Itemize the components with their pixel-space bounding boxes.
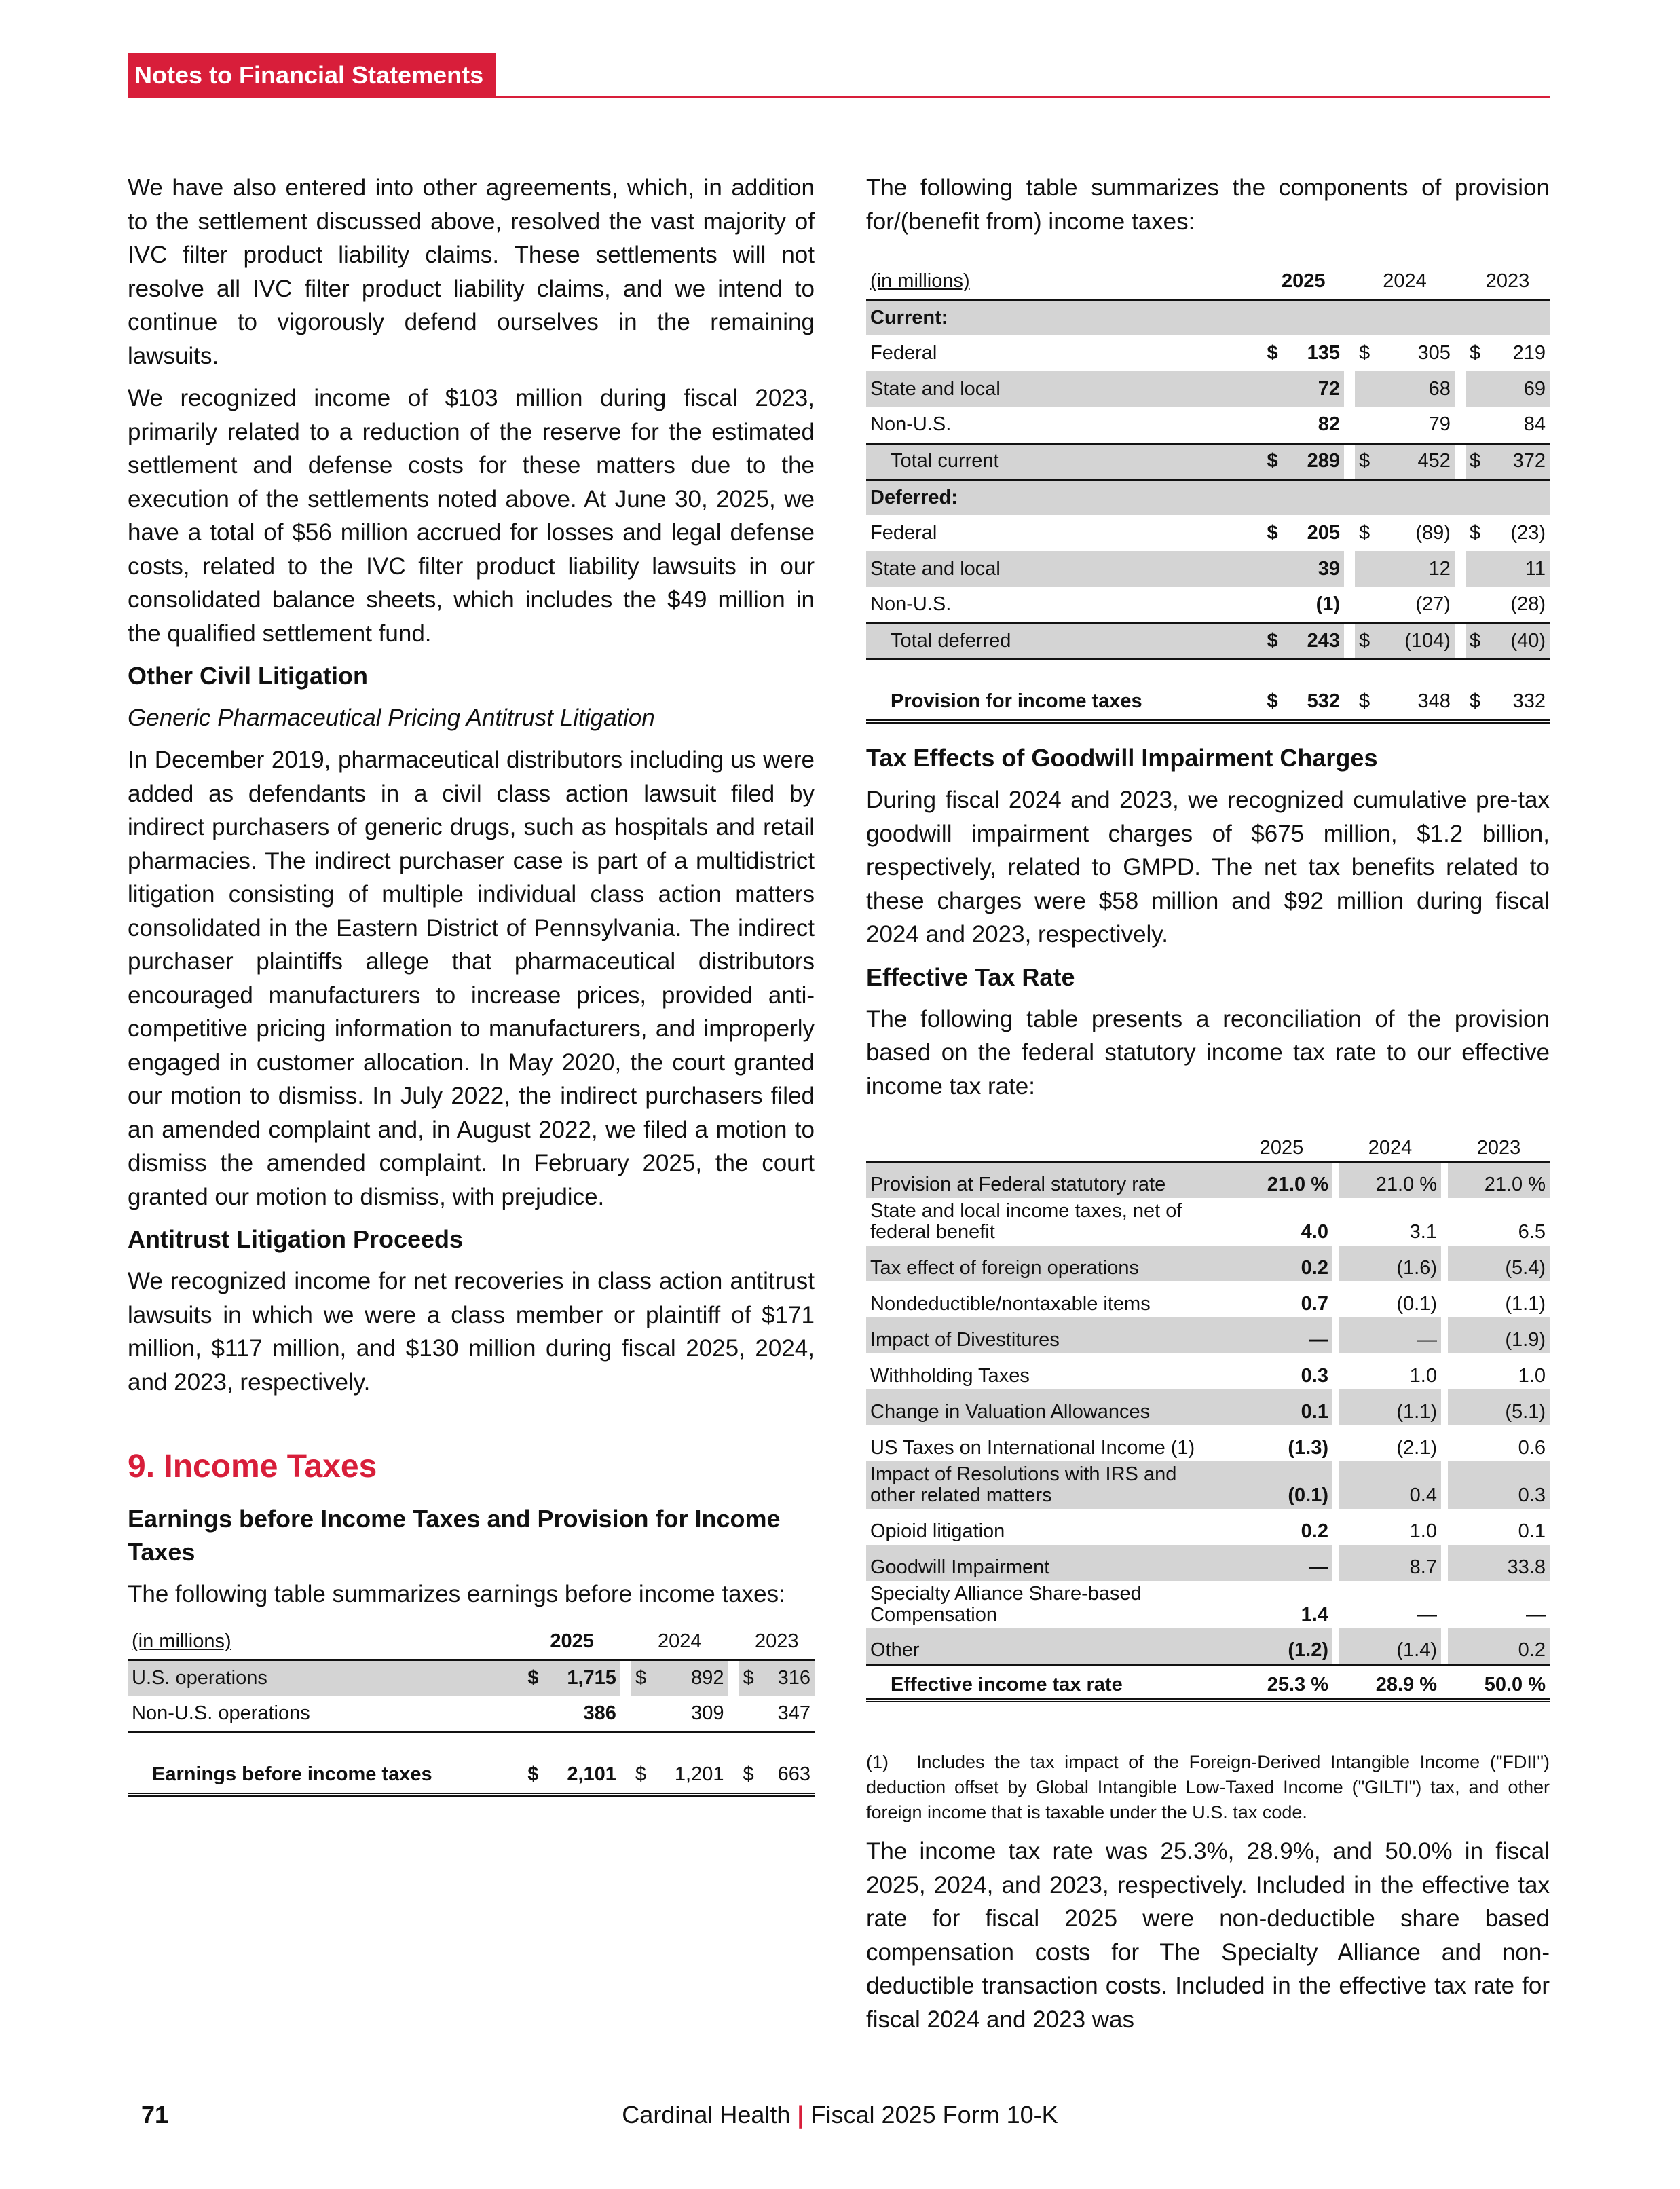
currency-sign <box>631 1696 654 1732</box>
cell-value: (40) <box>1489 623 1550 659</box>
currency-sign <box>1263 371 1286 407</box>
row-label: Earnings before income taxes <box>128 1757 523 1795</box>
currency-sign: $ <box>1359 342 1370 364</box>
row-label: US Taxes on International Income (1) <box>870 1437 1195 1459</box>
footer-doc: Fiscal 2025 Form 10-K <box>810 2101 1058 2129</box>
cell-value: 1.0 <box>1409 1365 1437 1387</box>
cell-value: 2,101 <box>546 1757 620 1795</box>
year-header: 2025 <box>523 1625 620 1660</box>
cell-value: (1.4) <box>1339 1628 1441 1664</box>
row-label: Impact of Divestitures <box>866 1317 1231 1353</box>
cell-value: 0.7 <box>1301 1293 1328 1315</box>
cell-value: 205 <box>1307 522 1341 544</box>
cell-value: 386 <box>583 1702 616 1724</box>
heading-goodwill-tax-effects: Tax Effects of Goodwill Impairment Charges <box>866 744 1378 772</box>
cell-value: 0.4 <box>1339 1461 1441 1509</box>
row-label: Opioid litigation <box>870 1520 1005 1542</box>
currency-sign <box>1466 551 1489 587</box>
cell-value: 219 <box>1512 342 1546 364</box>
year-header: 2024 <box>1339 1126 1441 1162</box>
table-row <box>128 1660 815 1696</box>
paragraph-antitrust-proceeds: We recognized income for net recoveries in class action antitrust lawsuits in which we were a class member or plaintiff of $171 million, $117 million, and $130 million during fiscal 2025, 2024, and 2023, respectively. <box>128 1268 815 1396</box>
cell-value: 1.0 <box>1518 1365 1546 1387</box>
paragraph-effective-rate: The income tax rate was 25.3%, 28.9%, and 50.0% in fiscal 2025, 2024, and 2023, respectively. Included in the effective tax rate for fiscal 2025 were non-deductible share based compensation costs for The Specialty Alliance and non-deductible transaction costs. Included in the effective tax rate for fiscal 2024 and 2023 was <box>866 1838 1550 2033</box>
row-label: Non-U.S. <box>870 413 952 436</box>
cell-value: (2.1) <box>1396 1437 1437 1459</box>
cell-value: 1,201 <box>654 1757 728 1795</box>
table-row <box>866 515 1550 551</box>
table-total-row <box>866 1664 1550 1700</box>
row-label: U.S. operations <box>128 1660 523 1696</box>
currency-sign: $ <box>1267 342 1278 364</box>
heading-earnings-before-taxes: Earnings before Income Taxes and Provision for Income Taxes <box>128 1505 781 1566</box>
row-label: Goodwill Impairment <box>866 1545 1231 1581</box>
cell-value: 0.2 <box>1301 1520 1328 1542</box>
table-header-row <box>128 1625 815 1660</box>
row-label: State and local <box>866 551 1263 587</box>
cell-value: 79 <box>1428 413 1451 436</box>
cell-value: 0.6 <box>1518 1437 1546 1459</box>
table-row <box>866 1281 1550 1317</box>
left-column <box>128 171 815 1797</box>
cell-value: 6.5 <box>1518 1221 1546 1243</box>
cell-value: 372 <box>1489 443 1550 479</box>
unit-label: (in millions) <box>128 1625 523 1660</box>
currency-sign: $ <box>523 1660 546 1696</box>
cell-value: 3.1 <box>1409 1221 1437 1243</box>
cell-value: 21.0 % <box>1339 1162 1441 1198</box>
cell-value: 135 <box>1307 342 1341 364</box>
cell-value: (27) <box>1415 593 1451 616</box>
cell-value: (0.1) <box>1396 1293 1437 1315</box>
year-header: 2023 <box>1466 264 1550 299</box>
year-header: 2025 <box>1263 264 1345 299</box>
currency-sign: $ <box>1355 684 1378 722</box>
footer-doc-title <box>0 2101 1680 2129</box>
cell-value: 68 <box>1378 371 1455 407</box>
table-row <box>866 1246 1550 1281</box>
currency-sign <box>1466 371 1489 407</box>
table-row <box>866 1353 1550 1389</box>
currency-sign <box>1466 407 1489 443</box>
table-row <box>866 1545 1550 1581</box>
table-header-row <box>866 1126 1550 1162</box>
year-header: 2024 <box>631 1625 728 1660</box>
cell-value: 72 <box>1286 371 1345 407</box>
table-row <box>866 1425 1550 1461</box>
year-header: 2023 <box>739 1625 815 1660</box>
section-header-tab: Notes to Financial Statements <box>128 53 496 98</box>
currency-sign: $ <box>631 1757 654 1795</box>
currency-sign: $ <box>1359 522 1370 544</box>
cell-value: 309 <box>691 1702 724 1724</box>
section-label-current: Current: <box>866 299 1263 335</box>
cell-value: (1) <box>1315 593 1341 616</box>
table-row <box>866 1389 1550 1425</box>
currency-sign <box>1355 371 1378 407</box>
provision-table <box>866 264 1550 724</box>
cell-value: 12 <box>1378 551 1455 587</box>
table-row <box>866 371 1550 407</box>
heading-antitrust-proceeds: Antitrust Litigation Proceeds <box>128 1225 464 1253</box>
currency-sign <box>1355 587 1378 623</box>
unit-label: (in millions) <box>866 264 1263 299</box>
cell-value: (28) <box>1510 593 1546 616</box>
rate-reconciliation-table <box>866 1126 1550 1702</box>
row-label: Impact of Resolutions with IRS and other related matters <box>866 1461 1231 1509</box>
paragraph-goodwill: During fiscal 2024 and 2023, we recognized cumulative pre-tax goodwill impairment charges of $675 million, $1.2 billion, respectively, related to GMPD. The net tax benefits related to these charges were $58 million and $92 million during fiscal 2024 and 2023, respectively. <box>866 787 1550 948</box>
section-title-income-taxes: 9. Income Taxes <box>128 1448 377 1484</box>
cell-value: 28.9 % <box>1339 1664 1441 1700</box>
year-header: 2024 <box>1355 264 1455 299</box>
year-header: 2023 <box>1448 1126 1550 1162</box>
table-spacer <box>866 659 1550 684</box>
currency-sign: $ <box>739 1757 762 1795</box>
cell-value: (1.3) <box>1288 1437 1328 1459</box>
currency-sign: $ <box>523 1757 546 1795</box>
cell-value: — <box>1339 1317 1441 1353</box>
currency-sign: $ <box>1469 342 1481 364</box>
cell-value: 332 <box>1489 684 1550 722</box>
footnote <box>866 1750 1550 1825</box>
table-spacer <box>128 1732 815 1757</box>
cell-value: 8.7 <box>1339 1545 1441 1581</box>
cell-value: — <box>1231 1317 1332 1353</box>
row-label: State and local income taxes, net of federal benefit <box>870 1200 1182 1243</box>
cell-value: 0.1 <box>1231 1389 1332 1425</box>
row-label: Withholding Taxes <box>870 1365 1030 1387</box>
cell-value: 0.3 <box>1448 1461 1550 1509</box>
cell-value: (1.6) <box>1339 1246 1441 1281</box>
currency-sign <box>1263 551 1286 587</box>
row-label: State and local <box>866 371 1263 407</box>
cell-value: (1.2) <box>1231 1628 1332 1664</box>
table-section-row <box>866 479 1550 515</box>
cell-value: 0.3 <box>1301 1365 1328 1387</box>
row-label: Tax effect of foreign operations <box>866 1246 1231 1281</box>
cell-value: 892 <box>654 1660 728 1696</box>
cell-value: 243 <box>1286 623 1345 659</box>
currency-sign: $ <box>739 1660 762 1696</box>
cell-value: 84 <box>1523 413 1546 436</box>
table-row <box>866 551 1550 587</box>
cell-value: — <box>1231 1545 1332 1581</box>
cell-value: 1.0 <box>1409 1520 1437 1542</box>
cell-value: 33.8 <box>1448 1545 1550 1581</box>
currency-sign: $ <box>1267 522 1278 544</box>
cell-value: 0.1 <box>1518 1520 1546 1542</box>
row-label: Federal <box>870 342 937 364</box>
table-row <box>866 1628 1550 1664</box>
cell-value: 0.2 <box>1448 1628 1550 1664</box>
cell-value: 452 <box>1378 443 1455 479</box>
heading-generic-pharma: Generic Pharmaceutical Pricing Antitrust Litigation <box>128 705 655 731</box>
heading-effective-tax-rate: Effective Tax Rate <box>866 962 1075 991</box>
page-number: 71 <box>141 2101 169 2129</box>
earnings-table <box>128 1625 815 1797</box>
row-label: Federal <box>870 522 937 544</box>
cell-value: 21.0 % <box>1231 1162 1332 1198</box>
cell-value: 39 <box>1286 551 1345 587</box>
cell-value: 50.0 % <box>1448 1664 1550 1700</box>
table-row <box>866 1162 1550 1198</box>
cell-value: 1,715 <box>546 1660 620 1696</box>
cell-value: (5.4) <box>1448 1246 1550 1281</box>
cell-value: (0.1) <box>1231 1461 1332 1509</box>
heading-other-civil-litigation: Other Civil Litigation <box>128 662 369 690</box>
section-label-deferred: Deferred: <box>866 479 1263 515</box>
cell-value: 316 <box>762 1660 815 1696</box>
currency-sign: $ <box>1466 623 1489 659</box>
table-row <box>128 1696 815 1732</box>
cell-value: (104) <box>1378 623 1455 659</box>
cell-value: 305 <box>1417 342 1451 364</box>
paragraph-generic-pharma: In December 2019, pharmaceutical distributors including us were added as defendants in a civil class action lawsuit filed by indirect purchasers of generic drugs, such as hospitals and retail pharmacies. The indirect purchaser case is part of a multidistrict litigation consisting of multiple individual class action matters consolidated in the Eastern District of Pennsylvania. The indirect purchaser plaintiffs allege that pharmaceutical distributors encouraged manufacturers to increase prices, provided anti-competitive pricing information to manufacturers, and improperly engaged in customer allocation. In May 2020, the court granted our motion to dismiss. In July 2022, the indirect purchasers filed an amended complaint and, in August 2022, we filed a motion to dismiss the amended complaint. In February 2025, the court granted our motion to dismiss, with prejudice. <box>128 747 815 1210</box>
cell-value: 347 <box>777 1702 810 1724</box>
currency-sign <box>1355 551 1378 587</box>
footer-company: Cardinal Health <box>622 2101 791 2129</box>
currency-sign <box>523 1696 546 1732</box>
cell-value: — <box>1526 1604 1546 1626</box>
table-row <box>866 335 1550 371</box>
cell-value: 0.2 <box>1231 1246 1332 1281</box>
cell-value: 663 <box>762 1757 815 1795</box>
cell-value: (23) <box>1510 522 1546 544</box>
currency-sign: $ <box>1263 443 1286 479</box>
table-header-row <box>866 264 1550 299</box>
table-row <box>866 1317 1550 1353</box>
footer-separator: | <box>797 2101 804 2129</box>
currency-sign: $ <box>1263 623 1286 659</box>
currency-sign <box>1263 407 1286 443</box>
currency-sign <box>1263 587 1286 623</box>
row-label: Total current <box>866 443 1263 479</box>
row-label: Non-U.S. operations <box>132 1702 310 1724</box>
table-row <box>866 1461 1550 1509</box>
paragraph-earnings-intro: The following table summarizes earnings before income taxes: <box>128 1581 785 1607</box>
table-subtotal-row <box>866 443 1550 479</box>
cell-value: (5.1) <box>1448 1389 1550 1425</box>
row-label: Nondeductible/nontaxable items <box>870 1293 1151 1315</box>
paragraph-ivc-agreements: We have also entered into other agreements, which, in addition to the settlement discussed above, resolved the vast majority of IVC filter product liability claims. These settlements will not resolve all IVC filter product liability claims, and we intend to continue to vigorously defend ourselves in the remaining lawsuits. <box>128 174 815 369</box>
cell-value: 289 <box>1286 443 1345 479</box>
table-section-row <box>866 299 1550 335</box>
table-total-row <box>128 1757 815 1795</box>
cell-value: — <box>1417 1604 1437 1626</box>
cell-value: 532 <box>1286 684 1345 722</box>
currency-sign: $ <box>1355 623 1378 659</box>
cell-value: 69 <box>1489 371 1550 407</box>
row-label: Change in Valuation Allowances <box>866 1389 1231 1425</box>
cell-value: (1.1) <box>1339 1389 1441 1425</box>
table-row <box>866 587 1550 623</box>
header-blank <box>866 1126 1231 1162</box>
row-label: Non-U.S. <box>870 593 952 616</box>
currency-sign <box>1466 587 1489 623</box>
right-column <box>866 171 1550 2045</box>
row-label: Total deferred <box>866 623 1263 659</box>
cell-value: 1.4 <box>1301 1604 1328 1626</box>
currency-sign: $ <box>1466 443 1489 479</box>
footnote-mark: (1) <box>866 1752 889 1772</box>
row-label: Effective income tax rate <box>866 1664 1231 1700</box>
paragraph-ivc-income: We recognized income of $103 million during fiscal 2023, primarily related to a reduction of the reserve for the estimated settlement and defense costs for these matters due to the execution of the settlements noted above. At June 30, 2025, we have a total of $56 million accrued for losses and legal defense costs, related to the IVC filter product liability lawsuits in our consolidated balance sheets, which includes the $49 million in the qualified settlement fund. <box>128 385 815 647</box>
currency-sign: $ <box>1355 443 1378 479</box>
header-rule <box>128 96 1550 98</box>
cell-value: 348 <box>1378 684 1455 722</box>
cell-value: 11 <box>1489 551 1550 587</box>
table-row <box>866 1581 1550 1628</box>
year-header: 2025 <box>1231 1126 1332 1162</box>
table-total-row <box>866 684 1550 722</box>
currency-sign: $ <box>1466 684 1489 722</box>
table-row <box>866 1198 1550 1246</box>
paragraph-provision-intro: The following table summarizes the components of provision for/(benefit from) income taxes: <box>866 174 1550 235</box>
currency-sign <box>739 1696 762 1732</box>
currency-sign: $ <box>1469 522 1481 544</box>
cell-value: 82 <box>1318 413 1341 436</box>
row-label: Specialty Alliance Share-based Compensation <box>870 1583 1142 1626</box>
cell-value: 21.0 % <box>1448 1162 1550 1198</box>
currency-sign: $ <box>1263 684 1286 722</box>
table-subtotal-row <box>866 623 1550 659</box>
currency-sign <box>1355 407 1378 443</box>
row-label: Provision at Federal statutory rate <box>866 1162 1231 1198</box>
row-label: Other <box>866 1628 1231 1664</box>
cell-value: (1.1) <box>1505 1293 1546 1315</box>
cell-value: 25.3 % <box>1231 1664 1332 1700</box>
table-row <box>866 1509 1550 1545</box>
cell-value: (1.9) <box>1448 1317 1550 1353</box>
currency-sign: $ <box>631 1660 654 1696</box>
paragraph-rate-intro: The following table presents a reconciliation of the provision based on the federal statutory income tax rate to our effective income tax rate: <box>866 1005 1550 1100</box>
table-row <box>866 407 1550 443</box>
cell-value: (89) <box>1415 522 1451 544</box>
footnote-text: Includes the tax impact of the Foreign-Derived Intangible Income ("FDII") deduction offset by Global Intangible Low-Taxed Income ("GILTI") tax, and other foreign income that is taxable under the U.S. tax code. <box>866 1752 1550 1822</box>
cell-value: 4.0 <box>1301 1221 1328 1243</box>
row-label: Provision for income taxes <box>866 684 1263 722</box>
